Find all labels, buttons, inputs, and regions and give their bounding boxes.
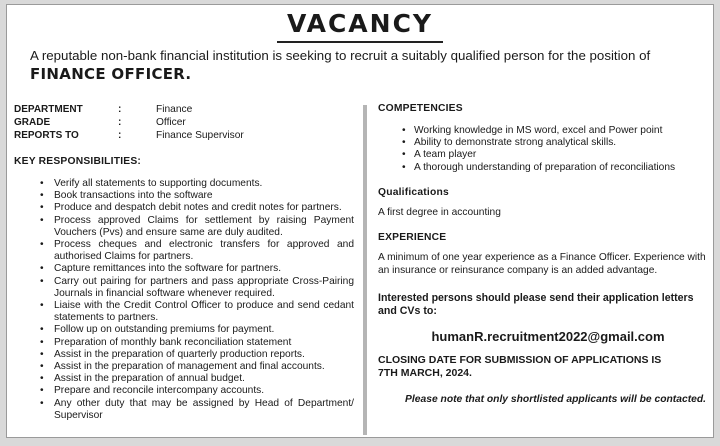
page-title: VACANCY — [277, 7, 443, 43]
list-item: • Ability to demonstrate strong analytical skills. — [378, 137, 708, 149]
list-item: • Verify all statements to supporting documents. — [14, 178, 354, 190]
title-wrap — [7, 7, 713, 43]
meta-row-reports-to — [14, 129, 354, 142]
qualifications-heading: Qualifications — [378, 186, 449, 198]
closing-date: CLOSING DATE FOR SUBMISSION OF APPLICATIONS IS 7TH MARCH, 2024. — [378, 353, 662, 379]
list-item: • Any other duty that may be assigned by Head of Department/ Supervisor — [14, 398, 354, 422]
column-divider — [363, 105, 367, 435]
meta-value: Officer — [156, 117, 186, 128]
experience-text: A minimum of one year experience as a Finance Officer. Experience with an insurance or reinsurance company is an added advantage. — [378, 252, 706, 276]
list-item: • Prepare and reconcile intercompany accounts. — [14, 385, 354, 397]
shortlist-note: Please note that only shortlisted applicants will be contacted. — [405, 393, 706, 405]
meta-colon: : — [118, 117, 122, 128]
list-item: • Follow up on outstanding premiums for payment. — [14, 324, 354, 336]
qualifications-text: A first degree in accounting — [378, 206, 501, 218]
competencies-list — [378, 125, 708, 174]
left-column — [14, 103, 354, 422]
meta-row-grade — [14, 116, 354, 129]
vacancy-advert — [6, 4, 714, 438]
meta-value: Finance Supervisor — [156, 130, 244, 141]
intro — [30, 47, 700, 84]
meta-key: REPORTS TO — [14, 130, 79, 141]
list-item: • A thorough understanding of preparation of reconciliations — [378, 162, 708, 174]
intro-text: A reputable non-bank financial institution is seeking to recruit a suitably qualified person for the position of — [30, 48, 651, 63]
meta-value: Finance — [156, 104, 193, 115]
experience-heading: EXPERIENCE — [378, 232, 447, 244]
apply-instructions: Interested persons should please send their application letters and CVs to: — [378, 291, 694, 317]
meta-colon: : — [118, 130, 122, 141]
list-item: • A team player — [378, 149, 708, 161]
responsibilities-list — [14, 178, 354, 422]
responsibilities-heading: KEY RESPONSIBILITIES: — [14, 156, 142, 167]
right-column — [378, 103, 708, 405]
meta-key: DEPARTMENT — [14, 104, 83, 115]
application-email: humanR.recruitment2022@gmail.com — [431, 328, 665, 344]
list-item: • Book transactions into the software — [14, 190, 354, 202]
list-item: • Liaise with the Credit Control Officer to produce and send cedant statements to partners. — [14, 300, 354, 324]
position-title: FINANCE OFFICER. — [30, 65, 192, 83]
list-item: • Assist in the preparation of annual budget. — [14, 373, 354, 385]
meta-key: GRADE — [14, 117, 51, 128]
meta-row-department — [14, 103, 354, 116]
list-item: • Process cheques and electronic transfers for approved and authorised Claims for partners. — [14, 239, 354, 263]
list-item: • Assist in the preparation of management and final accounts. — [14, 361, 354, 373]
list-item: • Produce and despatch debit notes and credit notes for partners. — [14, 202, 354, 214]
list-item: • Process approved Claims for settlement by raising Payment Vouchers (Pvs) and ensure same are duly audited. — [14, 215, 354, 239]
meta-colon: : — [118, 104, 122, 115]
list-item: • Assist in the preparation of quarterly production reports. — [14, 349, 354, 361]
list-item: • Preparation of monthly bank reconciliation statement — [14, 337, 354, 349]
list-item: • Capture remittances into the software for partners. — [14, 263, 354, 275]
list-item: • Working knowledge in MS word, excel and Power point — [378, 125, 708, 137]
competencies-heading: COMPETENCIES — [378, 103, 463, 114]
list-item: • Carry out pairing for partners and pass appropriate Cross-Pairing Journals in financial software whenever required. — [14, 276, 354, 300]
